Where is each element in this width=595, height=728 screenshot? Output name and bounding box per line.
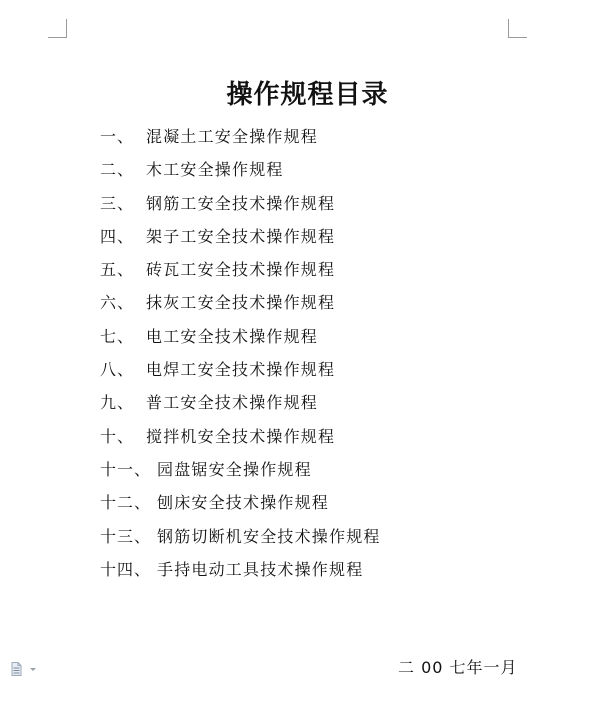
toc-item — [100, 123, 381, 156]
toc-item-text: 木工安全操作规程 — [146, 160, 284, 180]
document-date: 二 00 七年一月 — [398, 658, 518, 677]
toc-item-text: 电工安全技术操作规程 — [146, 326, 319, 346]
toc-item-text: 搅拌机安全技术操作规程 — [146, 426, 336, 446]
toc-item — [100, 556, 381, 589]
toc-item — [100, 523, 381, 556]
toc-item-number: 十三、 — [100, 526, 152, 546]
toc-item — [100, 489, 381, 522]
toc-item — [100, 289, 381, 322]
toc-item-text: 刨床安全技术操作规程 — [157, 493, 330, 513]
toc-item-text: 砖瓦工安全技术操作规程 — [146, 260, 336, 280]
document-title: 操作规程目录 — [226, 80, 389, 110]
toc-item-text: 普工安全技术操作规程 — [146, 393, 319, 413]
toc-item-number: 七、 — [100, 326, 135, 346]
toc-item-text: 园盘锯安全操作规程 — [157, 459, 312, 479]
toc-item — [100, 423, 381, 456]
table-of-contents — [100, 123, 381, 589]
toc-item-number: 十一、 — [100, 459, 152, 479]
crop-mark-top-right — [508, 19, 527, 38]
toc-item — [100, 223, 381, 256]
toc-item — [100, 156, 381, 189]
toc-item-number: 一、 — [100, 127, 135, 146]
toc-item-number: 五、 — [100, 260, 135, 280]
toc-item — [100, 256, 381, 289]
toc-item-number: 二、 — [100, 160, 135, 180]
toc-item-text: 钢筋工安全技术操作规程 — [146, 193, 336, 213]
toc-item-text: 架子工安全技术操作规程 — [146, 226, 336, 246]
toc-item-number: 四、 — [100, 226, 135, 246]
toc-item — [100, 323, 381, 356]
toc-item-number: 九、 — [100, 393, 135, 413]
toc-item-text: 钢筋切断机安全技术操作规程 — [157, 526, 381, 546]
toc-item-number: 十四、 — [100, 559, 152, 579]
toc-item-text: 手持电动工具技术操作规程 — [157, 559, 364, 579]
toc-item-number: 八、 — [100, 360, 135, 380]
toc-item — [100, 456, 381, 489]
toc-item-number: 三、 — [100, 193, 135, 213]
toc-item-text: 电焊工安全技术操作规程 — [146, 360, 336, 380]
toc-item-text: 混凝土工安全操作规程 — [146, 127, 319, 146]
toc-item-number: 十二、 — [100, 493, 152, 513]
toc-item — [100, 356, 381, 389]
toc-item-number: 六、 — [100, 293, 135, 313]
toc-item — [100, 389, 381, 422]
crop-mark-top-left — [48, 19, 67, 38]
toc-item — [100, 190, 381, 223]
document-options-icon[interactable] — [11, 662, 39, 676]
toc-item-number: 十、 — [100, 426, 135, 446]
toc-item-text: 抹灰工安全技术操作规程 — [146, 293, 336, 313]
